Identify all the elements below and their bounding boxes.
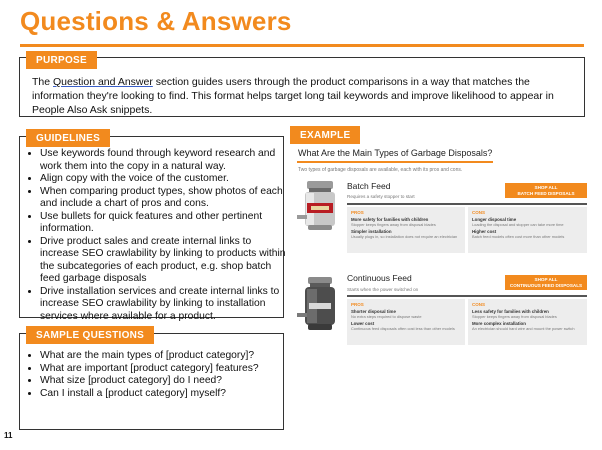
pro-desc: Usually plugs in, so installation does not require an electrician — [351, 233, 458, 239]
example-heading-underline — [297, 161, 493, 163]
guidelines-tag: GUIDELINES — [26, 129, 110, 147]
con-desc: Stopper keeps fingers away from disposal blades — [472, 314, 557, 319]
batch-feed-name: Batch Feed — [347, 181, 391, 191]
pro-title: Simpler installation — [351, 228, 392, 234]
guideline-item: • When comparing product types, show photos of each and include a chart of pros and cons. — [40, 186, 292, 211]
shop-continuous-feed-line1: SHOP ALL — [534, 277, 558, 282]
shop-batch-feed-line2: BATCH FEED DISPOSALS — [517, 190, 575, 196]
continuous-feed-divider — [347, 295, 587, 297]
pros-label: PROS — [351, 302, 364, 307]
purpose-text-start: The — [32, 76, 54, 88]
con-desc: An electrician should hard wire and mount the power switch — [472, 325, 575, 331]
pro-title: More safety for families with children — [351, 217, 429, 222]
sample-question-item: • What are important [product category] features? — [40, 363, 292, 376]
sample-questions-list — [26, 350, 292, 400]
sample-question-item: • What are the main types of [product category]? — [40, 350, 292, 363]
page-title: Questions & Answers — [20, 6, 292, 36]
batch-feed-desc: Requires a safety stopper to start — [347, 194, 415, 199]
sample-questions-tag: SAMPLE QUESTIONS — [26, 326, 154, 344]
pro-desc: Continuous feed disposals often cost less than other models — [351, 325, 455, 331]
question-answer-link[interactable]: Question and Answer — [53, 76, 153, 88]
example-heading: What Are the Main Types of Garbage Disposals? — [298, 148, 493, 158]
sample-question-item: • Can I install a [product category] myself? — [40, 388, 292, 401]
guideline-item: • Drive product sales and create internal links to increase SEO crawlability by linking to products within the subcategories of each product, e.g. shop batch feed garbage disposals — [40, 236, 292, 286]
example-tag: EXAMPLE — [290, 126, 360, 144]
shop-continuous-feed-line2: CONTINUOUS FEED DISPOSALS — [509, 282, 583, 288]
cons-label: CONS — [472, 210, 486, 215]
pro-desc: No extra steps required to dispose waste — [351, 314, 422, 319]
batch-feed-cons — [468, 207, 587, 253]
shop-continuous-feed-button[interactable] — [505, 275, 587, 290]
con-desc: Loading the disposal and stopper can take more time — [472, 222, 564, 227]
batch-feed-disposal-image — [297, 179, 343, 237]
example-subheading: Two types of garbage disposals are available, each with its pros and cons. — [298, 167, 463, 173]
guideline-item: • Drive installation services and create internal links to increase SEO crawlability by linking to installation services where available for a product. — [40, 286, 292, 324]
con-title: Longer disposal time — [472, 217, 517, 222]
continuous-feed-name: Continuous Feed — [347, 273, 412, 283]
batch-feed-pros — [347, 207, 465, 253]
example-panel — [291, 145, 594, 350]
continuous-feed-desc: Starts when the power switched on — [347, 287, 419, 292]
con-title: Higher cost — [472, 228, 497, 234]
con-title: More complex installation — [472, 320, 526, 326]
shop-batch-feed-line1: SHOP ALL — [534, 185, 558, 190]
pro-title: Lower cost — [351, 320, 375, 326]
continuous-feed-cons — [468, 299, 587, 345]
cons-label: CONS — [472, 302, 486, 307]
pro-desc: Stopper keeps fingers away from disposal blades — [351, 222, 436, 227]
con-title: Less safety for families with children — [472, 309, 549, 314]
pros-label: PROS — [351, 210, 364, 215]
purpose-tag: PURPOSE — [26, 51, 97, 69]
page-number: 11 — [4, 431, 13, 440]
batch-feed-divider — [347, 203, 587, 205]
shop-batch-feed-button[interactable] — [505, 183, 587, 198]
title-underline — [20, 44, 584, 47]
continuous-feed-disposal-image — [297, 275, 343, 335]
pro-title: Shorter disposal time — [351, 309, 396, 314]
con-desc: Batch feed models often cost more than other models — [472, 233, 565, 239]
guideline-item: • Align copy with the voice of the customer. — [40, 173, 292, 186]
continuous-feed-pros — [347, 299, 465, 345]
purpose-text-rest: section guides users through the product comparisons in a way that matches the information they're looking to find. This format helps target long tail keywords and improve likelihood to appear in People Also Ask snippets. — [32, 76, 554, 116]
guidelines-list — [26, 148, 292, 323]
purpose-text — [32, 75, 580, 117]
sample-question-item: • What size [product category] do I need? — [40, 375, 292, 388]
guideline-item: • Use bullets for quick features and other pertinent information. — [40, 211, 292, 236]
guideline-item: • Use keywords found through keyword research and work them into the copy in a natural way. — [40, 148, 292, 173]
